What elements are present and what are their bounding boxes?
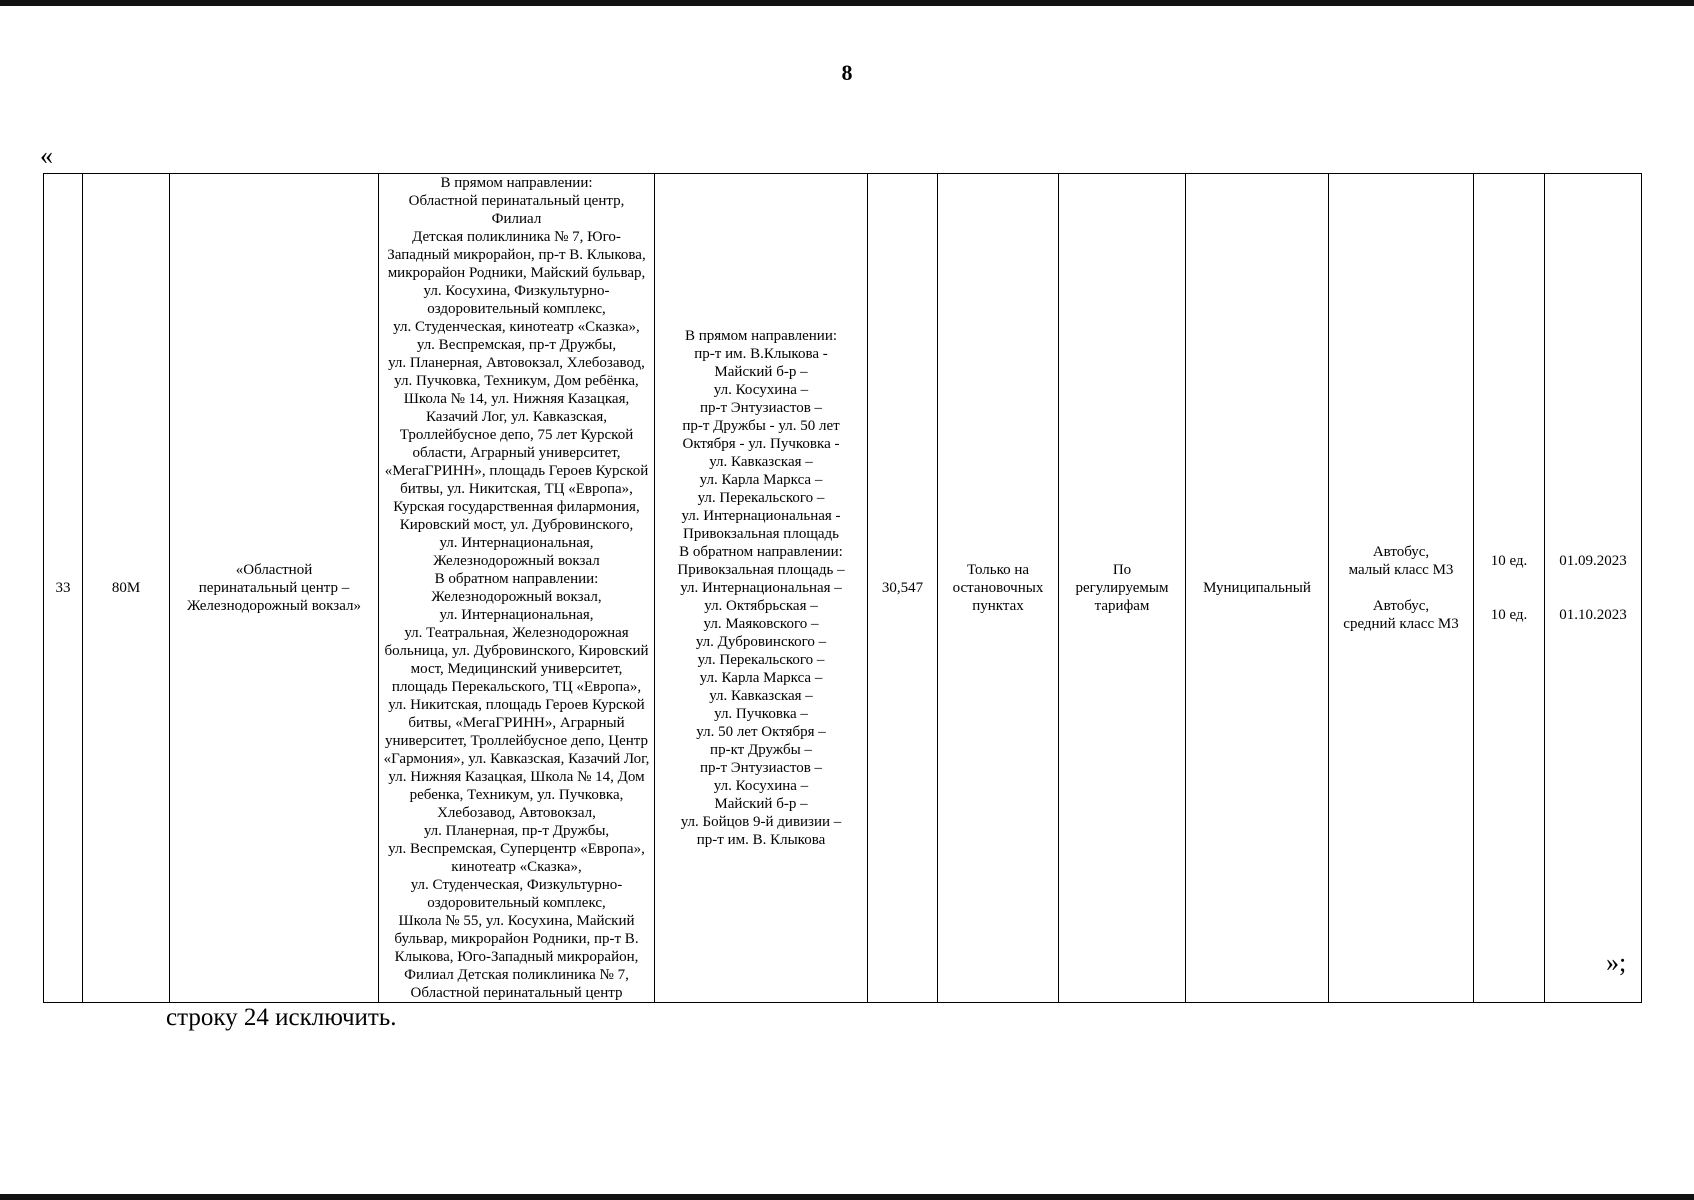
scan-top-edge <box>0 0 1694 6</box>
scan-bottom-edge <box>0 1194 1694 1200</box>
route-type-cell: Муниципальный <box>1186 174 1329 1003</box>
stops-list-cell: В прямом направлении: Областной перинатальный центр, Филиал Детская поликлиника № 7, Юго- Западный микрорайон, пр-т В. Клыкова, микрорайон Родники, Майский бульвар, ул. Косухина, Физкультурно- оздоровительный комплекс, ул. Студенческая, кинотеатр «Сказка», ул. Веспремская, пр-т Дружбы, ул. Планерная, Автовокзал, Хлебозавод, ул. Пучковка, Техникум, Дом ребёнка, Школа № 14, ул. Нижняя Казацкая, Казачий Лог, ул. Кавказская, Троллейбусное депо, 75 лет Курской области, Аграрный университет, «МегаГРИНН», площадь Героев Курской битвы, ул. Никитская, ТЦ «Европа», Курская государственная филармония, Кировский мост, ул. Дубровинского, ул. Интернациональная, Железнодорожный вокзал В обратном направлении: Железнодорожный вокзал, ул. Интернациональная, ул. Театральная, Железнодорожная больница, ул. Дубровинского, Кировский мост, Медицинский университет, площадь Перекальского, ТЦ «Европа», ул. Никитская, площадь Героев Курской битвы, «МегаГРИНН», Аграрный университет, Троллейбусное депо, Центр «Гармония», ул. Кавказская, Казачий Лог, ул. Нижняя Казацкая, Школа № 14, Дом ребенка, Техникум, ул. Пучковка, Хлебозавод, Автовокзал, ул. Планерная, пр-т Дружбы, ул. Веспремская, Суперцентр «Европа», кинотеатр «Сказка», ул. Студенческая, Физкультурно- оздоровительный комплекс, Школа № 55, ул. Косухина, Майский бульвар, микрорайон Родники, пр-т В. Клыкова, Юго-Западный микрорайон, Филиал Детская поликлиника № 7, Областной перинатальный центр <box>379 174 655 1003</box>
closing-quote-mark: »; <box>1606 948 1627 977</box>
start-date-cell: 01.09.2023 01.10.2023 <box>1545 174 1642 1003</box>
opening-quote-mark: « <box>40 141 53 170</box>
route-name-cell: «Областной перинатальный центр – Железнодорожный вокзал» <box>170 174 379 1003</box>
footer-instruction: строку 24 исключить. <box>166 1004 397 1031</box>
tariff-cell: По регулируемым тарифам <box>1059 174 1186 1003</box>
page-number: 8 <box>841 60 853 85</box>
vehicle-class-cell: Автобус, малый класс М3 Автобус, средний класс М3 <box>1329 174 1474 1003</box>
stop-mode-cell: Только на остановочных пунктах <box>938 174 1059 1003</box>
row-number-cell: 33 <box>44 174 83 1003</box>
route-length-cell: 30,547 <box>868 174 938 1003</box>
table-row <box>44 174 1642 1003</box>
streets-list-cell: В прямом направлении: пр-т им. В.Клыкова - Майский б-р – ул. Косухина – пр-т Энтузиастов – пр-т Дружбы - ул. 50 лет Октября - ул. Пучковка - ул. Кавказская – ул. Карла Маркса – ул. Перекальского – ул. Интернациональная - Привокзальная площадь В обратном направлении: Привокзальная площадь – ул. Интернациональная – ул. Октябрьская – ул. Маяковского – ул. Дубровинского – ул. Перекальского – ул. Карла Маркса – ул. Кавказская – ул. Пучковка – ул. 50 лет Октября – пр-кт Дружбы – пр-т Энтузиастов – ул. Косухина – Майский б-р – ул. Бойцов 9-й дивизии – пр-т им. В. Клыкова <box>655 174 868 1003</box>
route-number-cell: 80М <box>83 174 170 1003</box>
route-table <box>43 173 1642 1003</box>
vehicle-count-cell: 10 ед. 10 ед. <box>1474 174 1545 1003</box>
